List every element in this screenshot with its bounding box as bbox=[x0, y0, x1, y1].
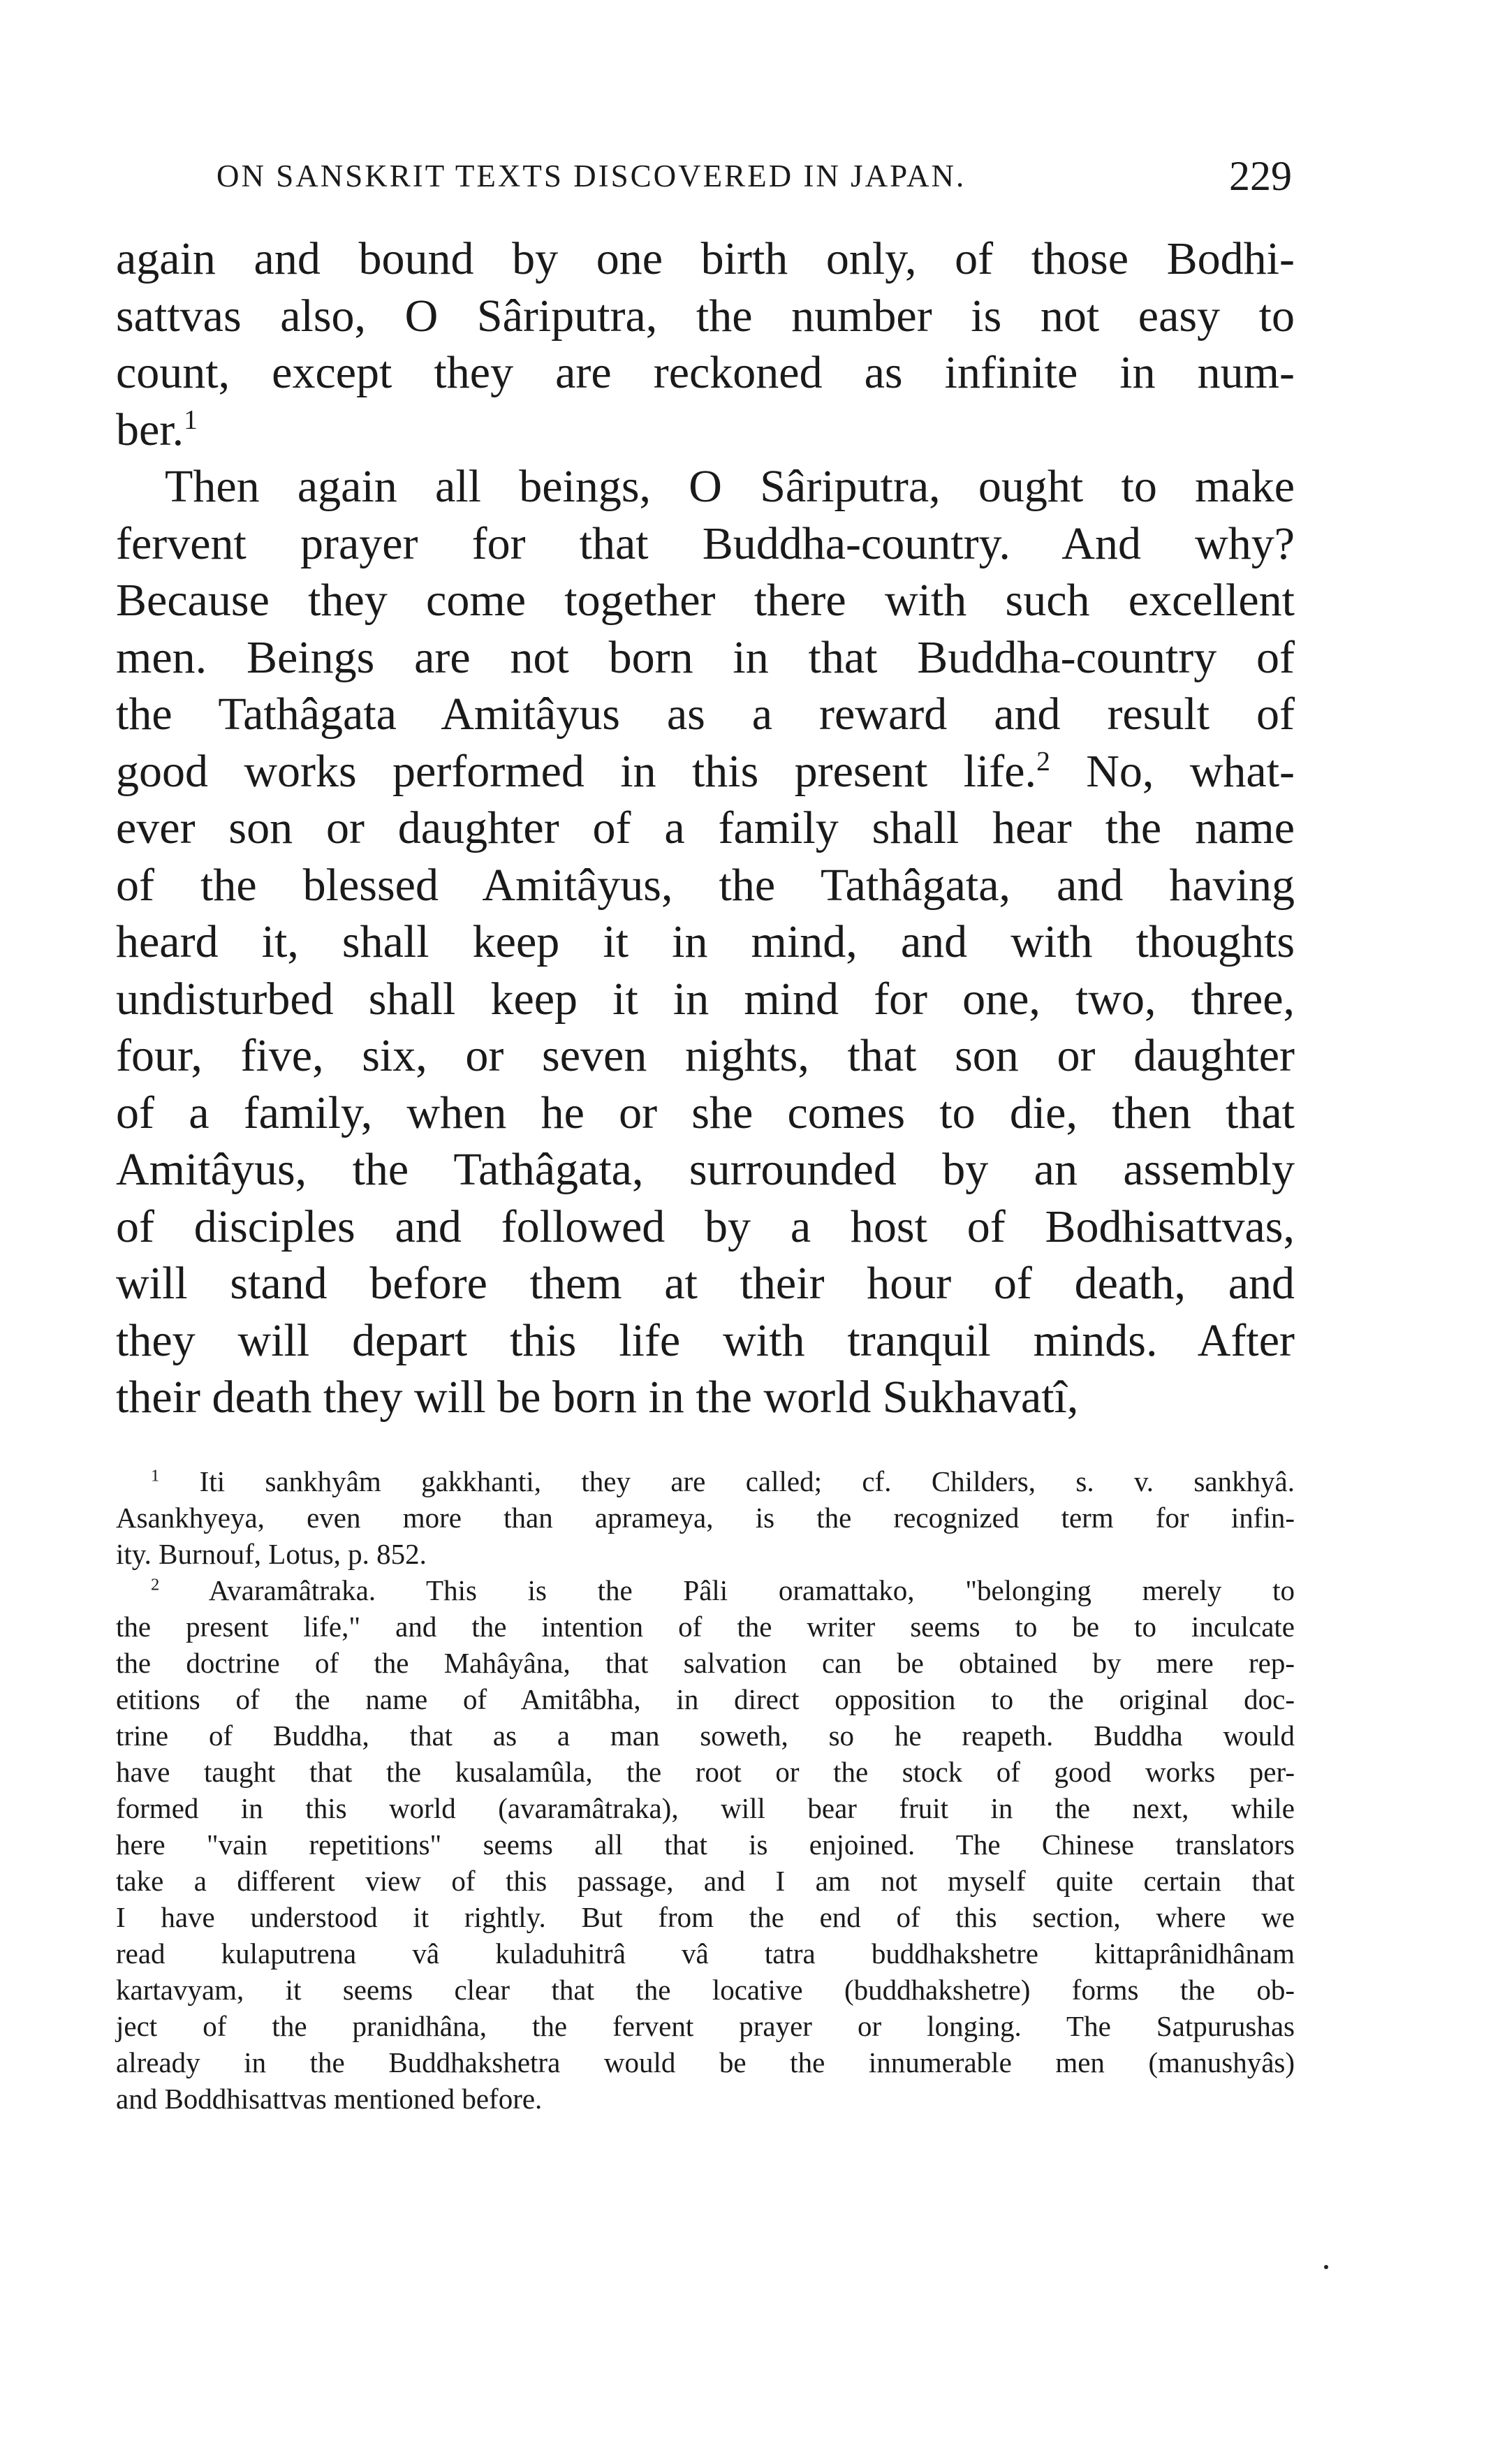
text-line: Because they come together there with such excellent bbox=[116, 575, 1295, 626]
footnote-line: etitions of the name of Amitâbha, in direct opposition to the original doc- bbox=[116, 1683, 1295, 1715]
text-line: four, five, six, or seven nights, that son or daughter bbox=[116, 1030, 1295, 1081]
footnote-ref[interactable]: 2 bbox=[1036, 745, 1050, 776]
text-line: of a family, when he or she comes to die, then that bbox=[116, 1087, 1295, 1138]
footnote-line: I have understood it rightly. But from the end of this section, where we bbox=[116, 1901, 1295, 1933]
text-line: of the blessed Amitâyus, the Tathâgata, and having bbox=[116, 859, 1295, 911]
footnote-line: and Boddhisattvas mentioned before. bbox=[116, 2083, 543, 2115]
page-number: 229 bbox=[1229, 153, 1292, 199]
main-text bbox=[116, 230, 1295, 1426]
text-line: again and bound by one birth only, of those Bodhi- bbox=[116, 233, 1295, 284]
text-line: the Tathâgata Amitâyus as a reward and result of bbox=[116, 689, 1295, 740]
footnote-line: already in the Buddhakshetra would be the innumerable men (manushyâs) bbox=[116, 2046, 1295, 2078]
footnote-line: read kulaputrena vâ kuladuhitrâ vâ tatra buddhakshetre kittaprânidhânam bbox=[116, 1937, 1295, 1970]
footnote-line: Asankhyeya, even more than aprameya, is the recognized term for infin- bbox=[116, 1502, 1295, 1534]
footnote-line: kartavyam, it seems clear that the locative (buddhakshetre) forms the ob- bbox=[116, 1974, 1295, 2006]
text-line: fervent prayer for that Buddha-country. And why? bbox=[116, 518, 1295, 569]
footnote-line: the present life," and the intention of the writer seems to be to inculcate bbox=[116, 1611, 1295, 1643]
footnote-line: the doctrine of the Mahâyâna, that salvation can be obtained by mere rep- bbox=[116, 1647, 1295, 1679]
footnote-mark: 2 bbox=[151, 1575, 160, 1594]
text-line: undisturbed shall keep it in mind for one, two, three, bbox=[116, 973, 1295, 1025]
text-line: heard it, shall keep it in mind, and with thoughts bbox=[116, 916, 1295, 967]
footnote-1: $^1$ Iti sankhyâm gakkhanti, they are called; cf. Childers, s. v. sankhyâ. bbox=[151, 1465, 1295, 1497]
footnote-ref[interactable]: 1 bbox=[184, 403, 198, 434]
ink-speck bbox=[1324, 2265, 1328, 2269]
text-line: of disciples and followed by a host of Bodhisattvas, bbox=[116, 1201, 1295, 1252]
running-title: ON SANSKRIT TEXTS DISCOVERED IN JAPAN. bbox=[216, 159, 966, 193]
footnote-line: formed in this world (avaramâtraka), will bear fruit in the next, while bbox=[116, 1792, 1295, 1824]
footnote-2: $^2$ Avaramâtraka. This is the Pâli oramattako, "belonging merely to bbox=[151, 1574, 1295, 1606]
footnotes bbox=[116, 1463, 1295, 2117]
text-line: they will depart this life with tranquil minds. After bbox=[116, 1314, 1295, 1366]
text-line: ever son or daughter of a family shall hear the name bbox=[116, 802, 1295, 853]
footnote-line: have taught that the kusalamûla, the root or the stock of good works per- bbox=[116, 1756, 1295, 1788]
text-line: count, except they are reckoned as infinite in num- bbox=[116, 347, 1295, 398]
footnote-mark: 1 bbox=[151, 1466, 160, 1486]
footnote-line: here "vain repetitions" seems all that is enjoined. The Chinese translators bbox=[116, 1828, 1295, 1861]
footnote-line: ject of the pranidhâna, the fervent prayer or longing. The Satpurushas bbox=[116, 2010, 1295, 2042]
text-line: ber.$^1$ bbox=[116, 403, 198, 455]
text-line: sattvas also, O Sâriputra, the number is not easy to bbox=[116, 290, 1295, 342]
text-line: their death they will be born in the world Sukhavatî, bbox=[116, 1372, 1079, 1423]
footnote-line: ity. Burnouf, Lotus, p. 852. bbox=[116, 1538, 427, 1570]
text-line: Then again all beings, O Sâriputra, ought to make bbox=[165, 461, 1295, 512]
text-line: Amitâyus, the Tathâgata, surrounded by an assembly bbox=[116, 1144, 1295, 1195]
text-line: good works performed in this present life.$^2$ No, what- bbox=[116, 745, 1295, 797]
text-line: will stand before them at their hour of death, and bbox=[116, 1258, 1295, 1309]
footnote-line: trine of Buddha, that as a man soweth, so he reapeth. Buddha would bbox=[116, 1719, 1295, 1752]
running-header bbox=[119, 152, 1292, 201]
text-line: men. Beings are not born in that Buddha-country of bbox=[116, 631, 1295, 683]
footnote-line: take a different view of this passage, and I am not myself quite certain that bbox=[116, 1865, 1295, 1897]
